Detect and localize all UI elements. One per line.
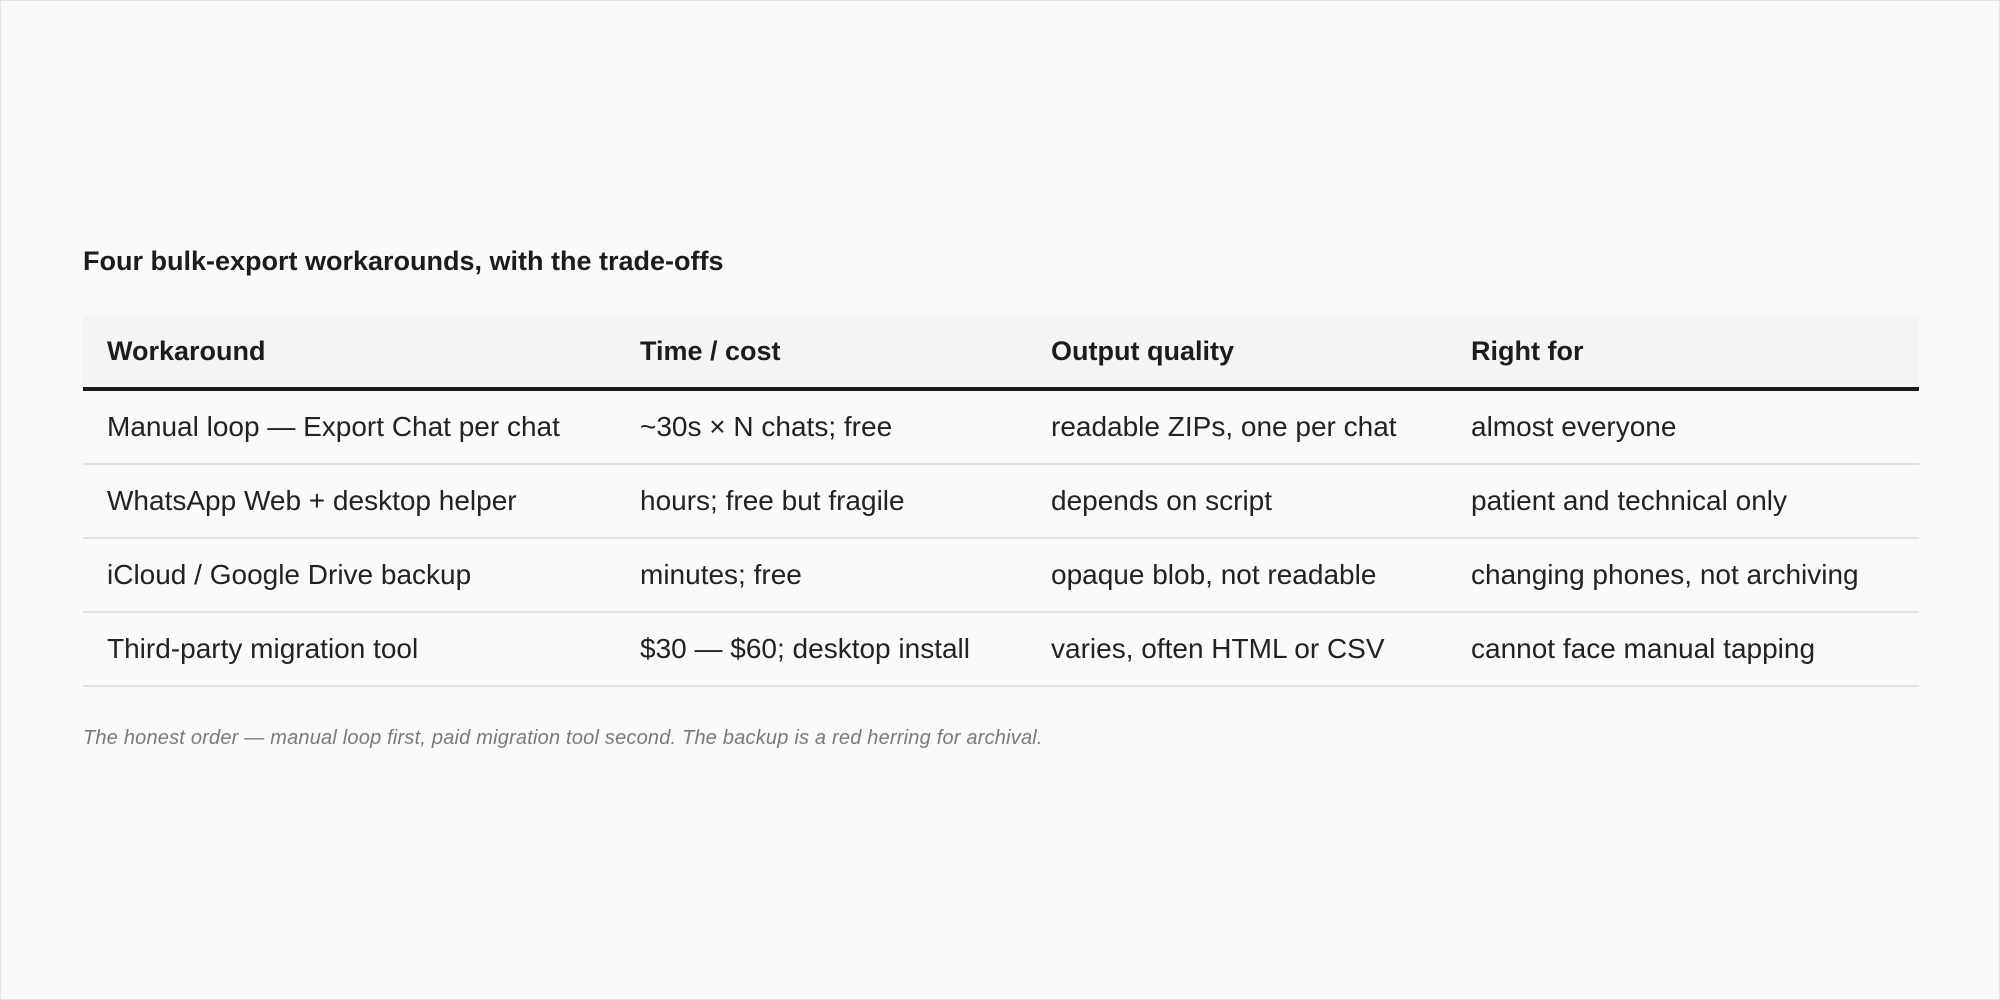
column-header-output-quality: Output quality — [1027, 315, 1447, 389]
cell-output-quality: varies, often HTML or CSV — [1027, 612, 1447, 686]
table-row — [83, 538, 1919, 612]
column-header-right-for: Right for — [1447, 315, 1919, 389]
page-title: Four bulk-export workarounds, with the trade-offs — [83, 246, 724, 276]
cell-output-quality: readable ZIPs, one per chat — [1027, 389, 1447, 464]
cell-right-for: cannot face manual tapping — [1447, 612, 1919, 686]
cell-time-cost: $30 — $60; desktop install — [616, 612, 1027, 686]
cell-output-quality: depends on script — [1027, 464, 1447, 538]
table-row — [83, 389, 1919, 464]
cell-workaround: Manual loop — Export Chat per chat — [83, 389, 616, 464]
cell-right-for: almost everyone — [1447, 389, 1919, 464]
cell-output-quality: opaque blob, not readable — [1027, 538, 1447, 612]
table-header-row — [83, 315, 1919, 389]
cell-workaround: iCloud / Google Drive backup — [83, 538, 616, 612]
cell-workaround: WhatsApp Web + desktop helper — [83, 464, 616, 538]
cell-right-for: patient and technical only — [1447, 464, 1919, 538]
column-header-workaround: Workaround — [83, 315, 616, 389]
column-header-time-cost: Time / cost — [616, 315, 1027, 389]
cell-workaround: Third-party migration tool — [83, 612, 616, 686]
workarounds-table — [83, 315, 1919, 687]
cell-right-for: changing phones, not archiving — [1447, 538, 1919, 612]
table-row — [83, 612, 1919, 686]
cell-time-cost: hours; free but fragile — [616, 464, 1027, 538]
table-caption: The honest order — manual loop first, paid migration tool second. The backup is a red herring for archival. — [83, 727, 1043, 749]
cell-time-cost: ~30s × N chats; free — [616, 389, 1027, 464]
cell-time-cost: minutes; free — [616, 538, 1027, 612]
table-row — [83, 464, 1919, 538]
content-area — [83, 243, 1919, 770]
